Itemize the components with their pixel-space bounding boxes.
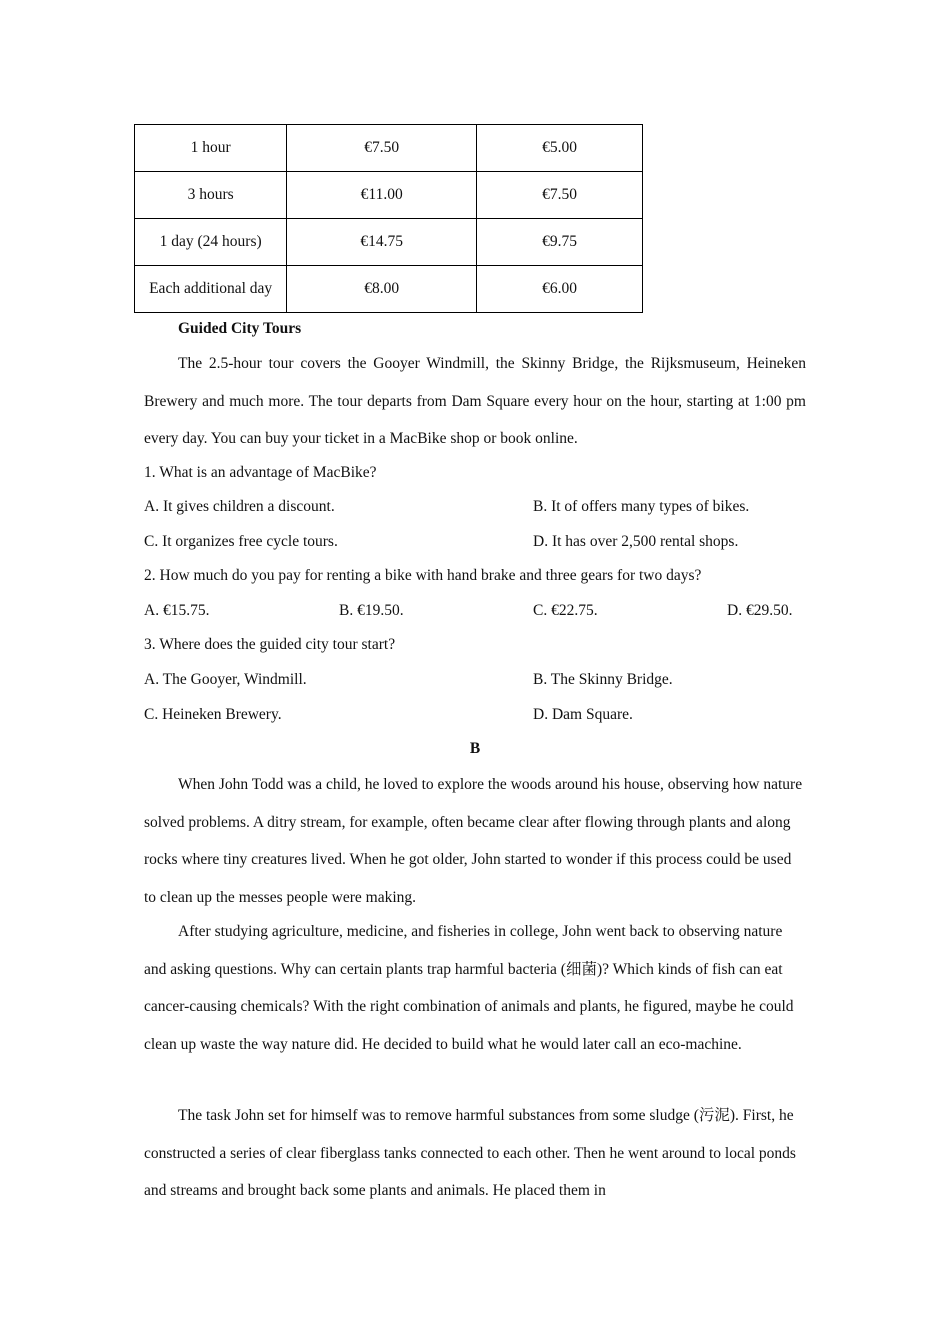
table-cell: €14.75 [287, 219, 477, 266]
question-1-stem: 1. What is an advantage of MacBike? [144, 464, 377, 481]
section-b-paragraph-3: The task John set for himself was to remove harmful substances from some sludge (污泥). First, he constructed a series of clear fiberglass tanks connected to each other. Then he went around to local ponds and streams and brought back some plants and animals. He placed them in [144, 1107, 796, 1199]
question-2-option-a: A. €15.75. [144, 602, 210, 619]
section-b-paragraph-1: When John Todd was a child, he loved to explore the woods around his house, observing how nature solved problems. A ditry stream, for example, often became clear after flowing through plants and along rocks where tiny creatures lived. When he got older, John started to wonder if this process could be used to clean up the messes people were making. [144, 776, 803, 906]
question-1-option-a: A. It gives children a discount. [144, 498, 335, 515]
table-cell: €7.50 [287, 125, 477, 172]
question-2-stem: 2. How much do you pay for renting a bike with hand brake and three gears for two days? [144, 567, 702, 584]
question-3-option-d: D. Dam Square. [533, 706, 633, 723]
table-cell: €7.50 [477, 172, 643, 219]
table-cell: €8.00 [287, 266, 477, 313]
table-cell: €6.00 [477, 266, 643, 313]
question-2-option-b: B. €19.50. [339, 602, 404, 619]
table-cell: 1 hour [135, 125, 287, 172]
table-row [135, 125, 643, 172]
question-2-option-d: D. €29.50. [727, 602, 793, 619]
tours-paragraph: The 2.5-hour tour covers the Gooyer Windmill, the Skinny Bridge, the Rijksmuseum, Heineken Brewery and much more. The tour departs from Dam Square every hour on the hour, starting at 1:00 pm every day. You can buy your ticket in a MacBike shop or book online. [144, 355, 806, 447]
table-cell: Each additional day [135, 266, 287, 313]
question-3-stem: 3. Where does the guided city tour start? [144, 636, 396, 653]
question-1-option-c: C. It organizes free cycle tours. [144, 533, 338, 550]
table-row [135, 266, 643, 313]
question-3-option-b: B. The Skinny Bridge. [533, 671, 673, 688]
table-cell: 1 day (24 hours) [135, 219, 287, 266]
table-cell: €5.00 [477, 125, 643, 172]
table-cell: €11.00 [287, 172, 477, 219]
section-b-title: B [469, 740, 481, 757]
table-cell: 3 hours [135, 172, 287, 219]
question-1-option-d: D. It has over 2,500 rental shops. [533, 533, 739, 550]
question-3-option-c: C. Heineken Brewery. [144, 706, 282, 723]
question-3-option-a: A. The Gooyer, Windmill. [144, 671, 307, 688]
rental-price-table [134, 124, 643, 313]
tours-heading: Guided City Tours [178, 320, 302, 337]
table-cell: €9.75 [477, 219, 643, 266]
question-2-option-c: C. €22.75. [533, 602, 598, 619]
question-1-option-b: B. It of offers many types of bikes. [533, 498, 750, 515]
table-row [135, 219, 643, 266]
table-row [135, 172, 643, 219]
section-b-paragraph-2: After studying agriculture, medicine, and fisheries in college, John went back to observing nature and asking questions. Why can certain plants trap harmful bacteria (细菌)? Which kinds of fish can eat cancer-causing chemicals? With the right combination of animals and plants, he figured, maybe he could clean up waste the way nature did. He decided to build what he would later call an eco-machine. [144, 923, 794, 1053]
